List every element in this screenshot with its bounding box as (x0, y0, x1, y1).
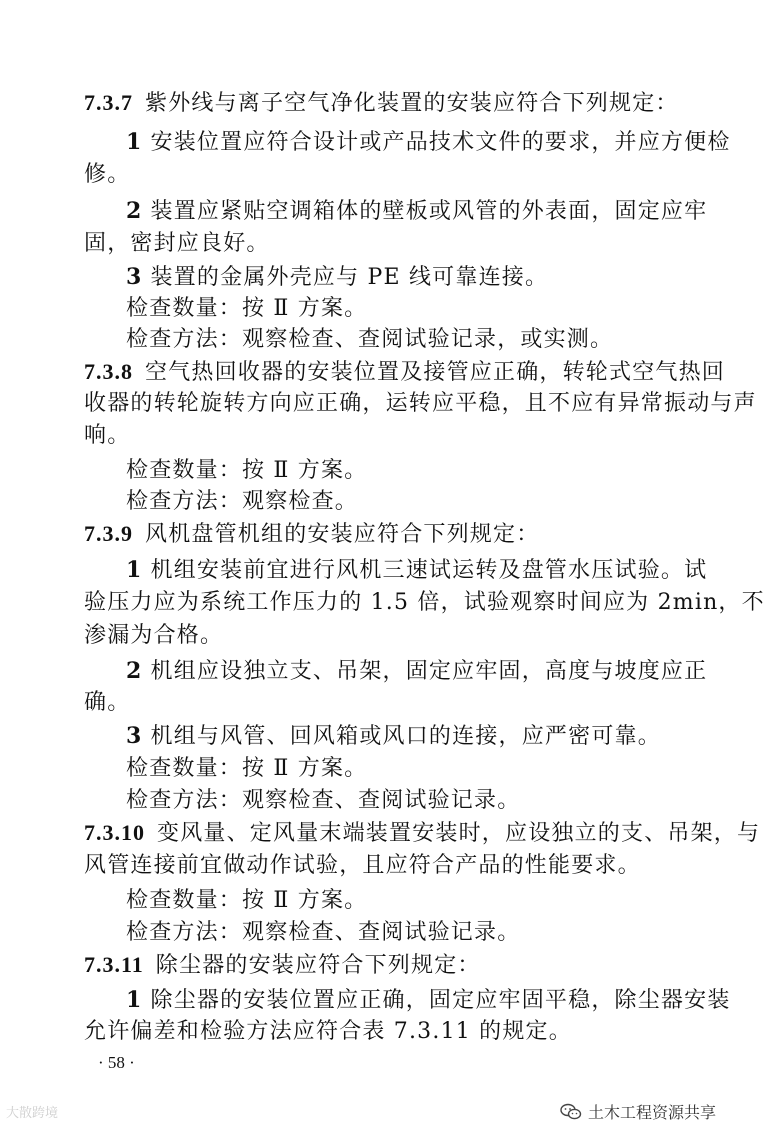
list-item: 1 安装位置应符合设计或产品技术文件的要求，并应方便检 (126, 129, 731, 155)
inspection-quantity: 检查数量：按 Ⅱ 方案。 (126, 888, 368, 913)
section-heading: 7.3.11 除尘器的安装应符合下列规定： (84, 952, 481, 978)
watermark-right-text: 土木工程资源共享 (588, 1103, 717, 1122)
list-item: 2 装置应紧贴空调箱体的壁板或风管的外表面，固定应牢 (126, 198, 708, 224)
wechat-icon (560, 1103, 582, 1121)
text-line: 渗漏为合格。 (84, 623, 224, 648)
list-item: 1 除尘器的安装位置应正确，固定应牢固平稳，除尘器安装 (126, 987, 731, 1013)
text-line: 响。 (84, 423, 131, 448)
section-heading: 7.3.7 紫外线与离子空气净化装置的安装应符合下列规定： (84, 90, 679, 116)
inspection-quantity: 检查数量：按 Ⅱ 方案。 (126, 296, 368, 321)
section-heading: 7.3.8 空气热回收器的安装位置及接管应正确，转轮式空气热回 (84, 359, 726, 385)
inspection-method: 检查方法：观察检查。 (126, 489, 359, 514)
inspection-method: 检查方法：观察检查、查阅试验记录，或实测。 (126, 327, 614, 352)
text-line: 修。 (84, 162, 131, 187)
section-heading: 7.3.9 风机盘管机组的安装应符合下列规定： (84, 521, 540, 547)
list-item: 1 机组安装前宜进行风机三速试运转及盘管水压试验。试 (126, 557, 708, 583)
text-line: 固，密封应良好。 (84, 231, 270, 256)
text-line: 收器的转轮旋转方向应正确，运转应平稳，且不应有异常振动与声 (84, 391, 757, 416)
text-line: 验压力应为系统工作压力的 1.5 倍，试验观察时间应为 2min，不 (84, 590, 765, 615)
inspection-method: 检查方法：观察检查、查阅试验记录。 (126, 920, 521, 945)
inspection-method: 检查方法：观察检查、查阅试验记录。 (126, 788, 521, 813)
list-item: 3 装置的金属外壳应与 PE 线可靠连接。 (126, 264, 549, 290)
section-heading: 7.3.10 变风量、定风量末端装置安装时，应设独立的支、吊架，与 (84, 820, 761, 846)
list-item: 3 机组与风管、回风箱或风口的连接，应严密可靠。 (126, 723, 661, 749)
watermark-left-text: 大散跨境 (6, 1106, 59, 1121)
page-number: · 58 · (98, 1053, 135, 1072)
inspection-quantity: 检查数量：按 Ⅱ 方案。 (126, 756, 368, 781)
watermark-left (6, 1102, 58, 1121)
text-line: 确。 (84, 690, 131, 715)
list-item: 2 机组应设独立支、吊架，固定应牢固，高度与坡度应正 (126, 658, 708, 684)
text-line: 风管连接前宜做动作试验，且应符合产品的性能要求。 (84, 853, 641, 878)
text-line: 允许偏差和检验方法应符合表 7.3.11 的规定。 (84, 1019, 572, 1044)
watermark-right (560, 1100, 716, 1123)
inspection-quantity: 检查数量：按 Ⅱ 方案。 (126, 458, 368, 483)
